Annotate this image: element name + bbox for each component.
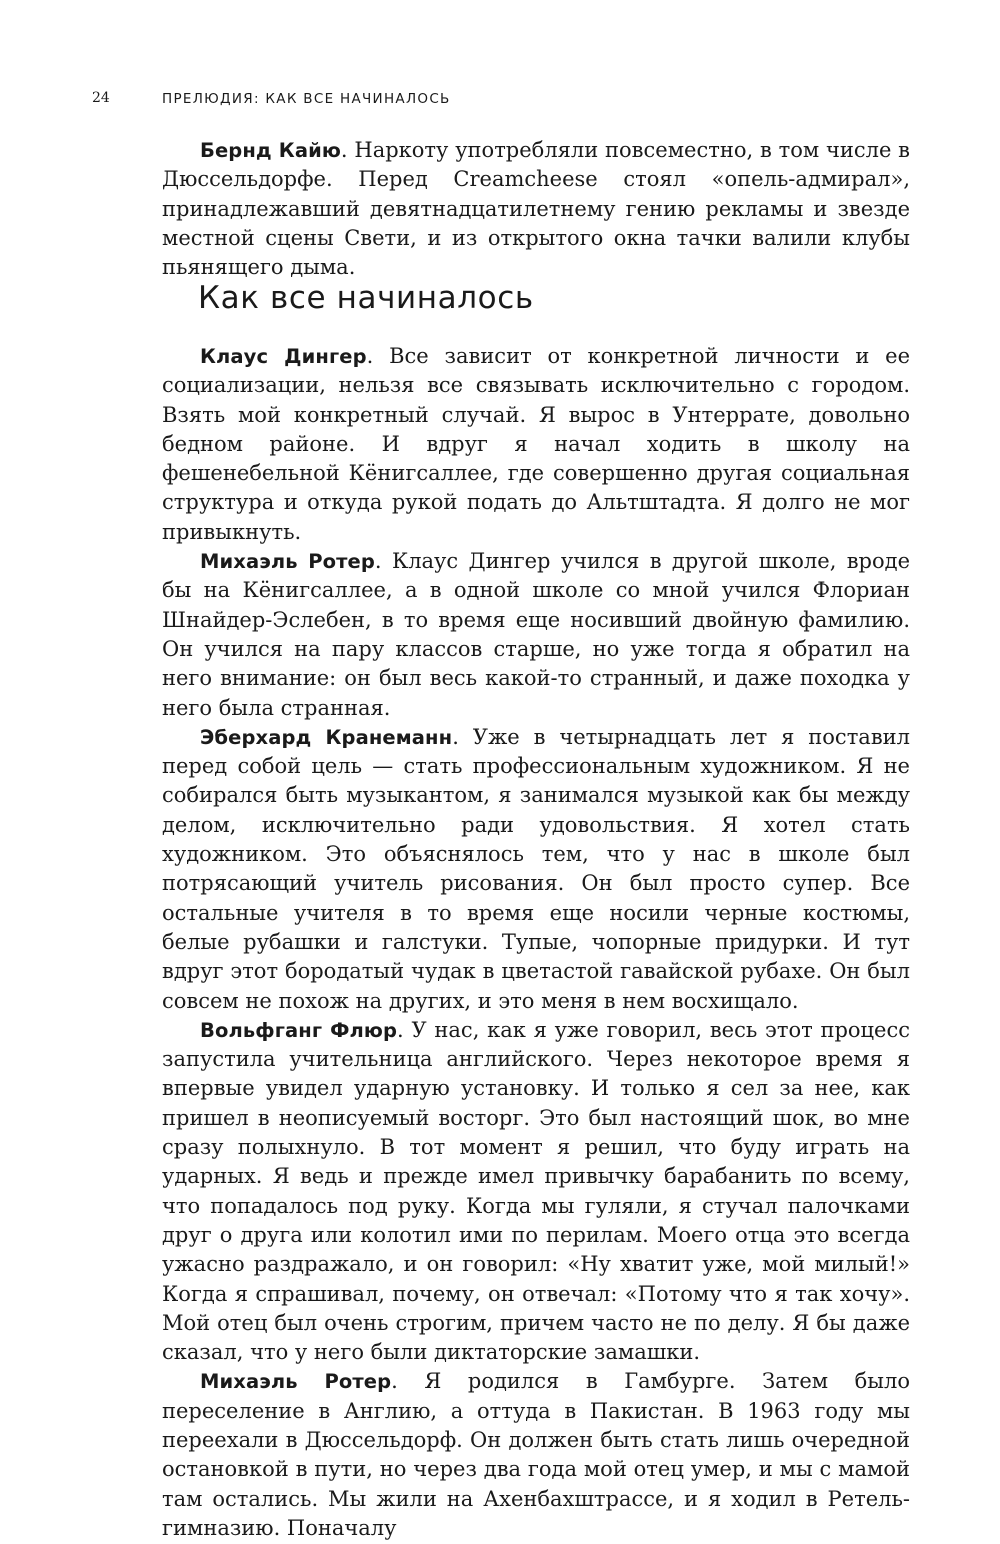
paragraph-text: . Уже в четырнадцать лет я поставил перед собой цель — стать профессиональным художником. Я не собирался быть музыкантом, я занимался музыкой как бы между делом, исключительно ради удовольствия. Я хотел стать художником. Это объяснялось тем, что у нас в школе был потрясающий учитель рисования. Он был просто супер. Все остальные учителя в то время еще носили черные костюмы, белые рубашки и галстуки. Тупые, чопорные придурки. И тут вдруг этот бородатый чудак в цветастой гавайской рубахе. Он был совсем не похож на других, и это меня в нем восхищало. <box>162 724 910 1013</box>
paragraph <box>162 1367 910 1543</box>
speaker-name: Михаэль Ротер <box>200 550 375 574</box>
paragraph-text: . Я родился в Гамбурге. Затем было переселение в Англию, а оттуда в Пакистан. В 1963 году мы переехали в Дюссельдорф. Он должен быть стать лишь очередной остановкой в пути, но через два года мой отец умер, и мы с мамой там остались. Мы жили на Ахенбахштрассе, и я ходил в Ретель-гимназию. Поначалу <box>162 1369 910 1540</box>
section-title: Как все начиналось <box>198 280 534 316</box>
page-number: 24 <box>92 90 110 106</box>
paragraph-text: . У нас, как я уже говорил, весь этот процесс запустила учительница английского. Через некоторое время я впервые увидел ударную установку. И только я сел за нее, как пришел в неописуемый восторг. Это был настоящий шок, во мне сразу полыхнуло. В тот момент я решил, что буду играть на ударных. Я ведь и прежде имел привычку барабанить по всему, что попадалось под руку. Когда мы гуляли, я стучал палочками друг о друга или колотил ими по перилам. Моего отца это всегда ужасно раздражало, и он говорил: «Ну хватит уже, мой милый!» Когда я спрашивал, почему, он отвечал: «Потому что я так хочу». Мой отец был очень строгим, причем часто не по делу. Я бы даже сказал, что у него были диктаторские замашки. <box>162 1017 910 1365</box>
speaker-name: Клаус Дингер <box>200 345 367 368</box>
speaker-name: Эберхард Кранеманн <box>200 725 453 749</box>
intro-block <box>162 136 910 282</box>
paragraph <box>162 547 910 723</box>
running-head: ПРЕЛЮДИЯ: КАК ВСЕ НАЧИНАЛОСЬ <box>162 91 451 107</box>
paragraph-text: . Наркоту употребляли повсеместно, в том числе в Дюссельдорфе. Перед Creamcheese стоял «опель-адмирал», принадлежавший девятнадцатилетнему гению рекламы и звезде местной сцены Свети, и из открытого окна тачки валили клубы пьянящего дыма. <box>162 138 910 280</box>
paragraph <box>162 723 910 1016</box>
paragraph <box>162 342 910 547</box>
page-header <box>92 90 912 114</box>
paragraph-text: . Все зависит от конкретной личности и ее социализации, нельзя все связывать исключительно с городом. Взять мой конкретный случай. Я вырос в Унтеррате, довольно бедном районе. И вдруг я начал ходить в школу на фешенебельной Кёнигсаллее, где совершенно другая социальная структура и откуда рукой подать до Альтштадта. Я долго не мог привыкнуть. <box>162 344 911 544</box>
speaker-name: Бернд Кайю <box>200 139 341 162</box>
main-text-block <box>162 342 910 1543</box>
paragraph <box>162 136 910 282</box>
speaker-name: Михаэль Ротер <box>200 1370 392 1394</box>
speaker-name: Вольфганг Флюр <box>200 1018 398 1042</box>
paragraph-text: . Клаус Дингер учился в другой школе, вроде бы на Кёнигсаллее, а в одной школе со мной учился Флориан Шнайдер-Эслебен, в то время еще носивший двойную фамилию. Он учился на пару классов старше, но уже тогда я обратил на него внимание: он был весь какой-то странный, и даже походка у него была странная. <box>162 549 910 720</box>
paragraph <box>162 1016 910 1368</box>
